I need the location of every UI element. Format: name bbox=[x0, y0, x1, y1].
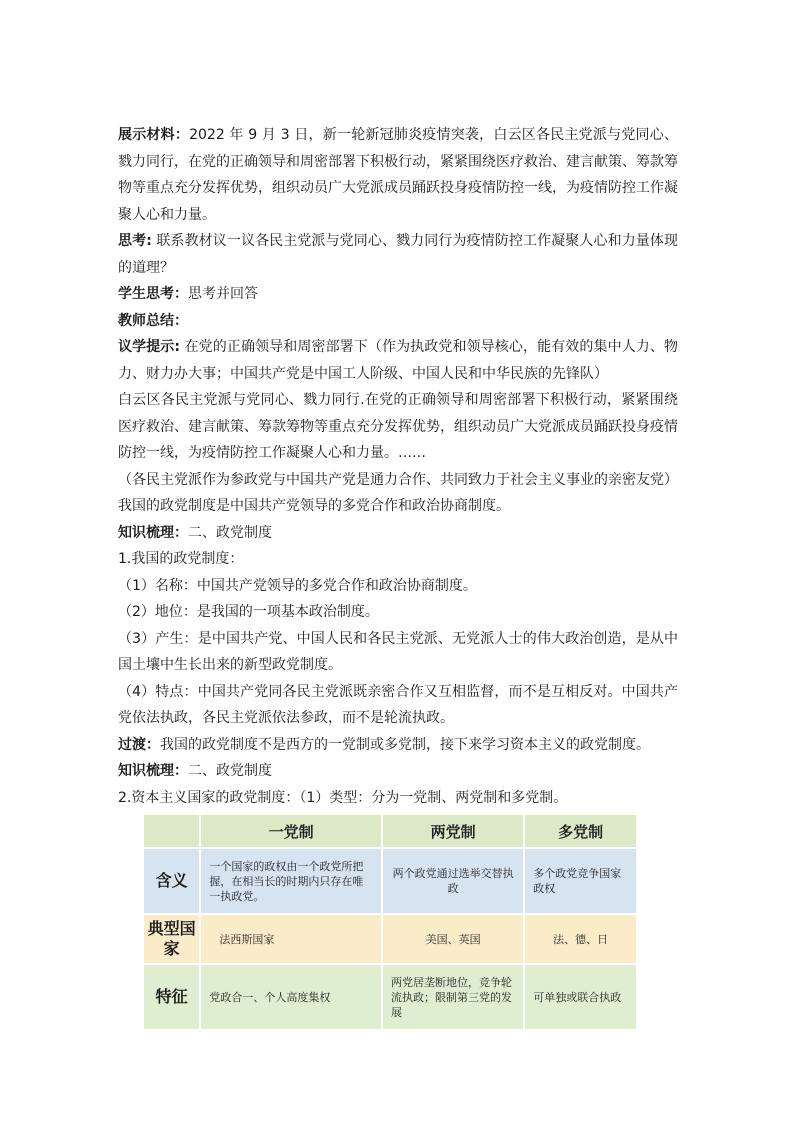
table-row bbox=[143, 848, 637, 914]
paragraph-text: 1.我国的政党制度： bbox=[118, 551, 244, 567]
list-item bbox=[118, 573, 678, 600]
table-row bbox=[143, 914, 637, 964]
table-header-cell bbox=[143, 814, 200, 848]
student-thinking bbox=[118, 281, 678, 308]
hint-paragraph bbox=[118, 387, 678, 467]
list-item bbox=[118, 599, 678, 626]
table-cell: 两党居垄断地位，竞争轮流执政；限制第三党的发展 bbox=[382, 964, 524, 1030]
paragraph-text: （4）特点：中国共产党同各民主党派既亲密合作又互相监督，而不是互相反对。中国共产党依法执政，各民主党派依法参政，而不是轮流执政。 bbox=[118, 683, 678, 726]
paragraph-text: 白云区各民主党派与党同心、戮力同行.在党的正确领导和周密部署下积极行动，紧紧围绕医疗救治、建言献策、筹款筹物等重点充分发挥优势，组织动员广大党派成员踊跃投身疫情防控一线，为疫情防控工作凝聚人心和力量。…… bbox=[118, 392, 678, 461]
paragraph-label: 知识梳理： bbox=[118, 524, 188, 541]
table-header-row bbox=[143, 814, 637, 848]
list-item bbox=[118, 626, 678, 679]
row-label: 特征 bbox=[143, 964, 200, 1030]
lesson-text bbox=[118, 122, 678, 811]
paragraph-text: 我国的政党制度不是西方的一党制或多党制，接下来学习资本主义的政党制度。 bbox=[160, 736, 650, 753]
paragraph-text: （3）产生：是中国共产党、中国人民和各民主党派、无党派人士的伟大政治创造，是从中国土壤中生长出来的新型政党制度。 bbox=[118, 630, 678, 673]
hint-paragraph bbox=[118, 493, 678, 520]
paragraph-text: 思考并回答 bbox=[188, 286, 258, 302]
table-header-cell: 两党制 bbox=[382, 814, 524, 848]
table-row bbox=[143, 964, 637, 1030]
material-paragraph bbox=[118, 122, 678, 228]
party-system-table bbox=[142, 813, 638, 1031]
list-heading bbox=[118, 546, 678, 573]
table-cell: 法西斯国家 bbox=[200, 914, 382, 964]
paragraph-text: 2022 年 9 月 3 日，新一轮新冠肺炎疫情突袭，白云区各民主党派与党同心、戮力同行，在党的正确领导和周密部署下积极行动，紧紧围绕医疗救治、建言献策、筹款筹物等重点充分发挥优势，组织动员广大党派成员踊跃投身疫情防控一线，为疫情防控工作凝聚人心和力量。 bbox=[118, 127, 678, 223]
table-cell: 可单独或联合执政 bbox=[524, 964, 637, 1030]
paragraph-text: （2）地位：是我国的一项基本政治制度。 bbox=[118, 604, 379, 620]
paragraph-text: 二、政党制度 bbox=[188, 763, 272, 779]
paragraph-label: 思考: bbox=[118, 233, 152, 249]
table-cell: 一个国家的政权由一个政党所把握，在相当长的时期内只存在唯一执政党。 bbox=[200, 848, 382, 914]
paragraph-text: （各民主党派作为参政党与中国共产党是通力合作、共同致力于社会主义事业的亲密友党） bbox=[118, 471, 678, 488]
table-cell: 法、德、日 bbox=[524, 914, 637, 964]
table-header-cell: 一党制 bbox=[200, 814, 382, 848]
paragraph-text: 二、政党制度 bbox=[188, 524, 272, 541]
paragraph-text: （1）名称：中国共产党领导的多党合作和政治协商制度。 bbox=[118, 577, 477, 594]
list-item bbox=[118, 679, 678, 732]
paragraph-label: 教师总结： bbox=[118, 312, 188, 329]
question-paragraph bbox=[118, 228, 678, 281]
table-cell: 党政合一、个人高度集权 bbox=[200, 964, 382, 1030]
table-cell: 两个政党通过选举交替执政 bbox=[382, 848, 524, 914]
table-cell: 美国、英国 bbox=[382, 914, 524, 964]
knowledge-heading bbox=[118, 758, 678, 785]
hint-paragraph bbox=[118, 467, 678, 494]
paragraph-text: 在党的正确领导和周密部署下（作为执政党和领导核心，能有效的集中人力、物力、财力办大事；中国共产党是中国工人阶级、中国人民和中华民族的先锋队） bbox=[118, 339, 678, 382]
paragraph-label: 展示材料： bbox=[118, 127, 190, 143]
teacher-summary bbox=[118, 308, 678, 335]
discussion-hint bbox=[118, 334, 678, 387]
paragraph-label: 议学提示: bbox=[118, 339, 181, 355]
paragraph-label: 过渡： bbox=[118, 736, 160, 753]
paragraph-text: 联系教材议一议各民主党派与党同心、戮力同行为疫情防控工作凝聚人心和力量体现的道理？ bbox=[118, 233, 678, 276]
paragraph-label: 学生思考： bbox=[118, 286, 188, 302]
paragraph-text: 2.资本主义国家的政党制度：（1）类型：分为一党制、两党制和多党制。 bbox=[118, 789, 568, 806]
table-cell: 多个政党竞争国家政权 bbox=[524, 848, 637, 914]
transition-paragraph bbox=[118, 732, 678, 759]
paragraph-text: 我国的政党制度是中国共产党领导的多党合作和政治协商制度。 bbox=[118, 498, 510, 514]
list-heading bbox=[118, 785, 678, 812]
table-header-cell: 多党制 bbox=[524, 814, 637, 848]
paragraph-label: 知识梳理： bbox=[118, 763, 188, 779]
row-label: 含义 bbox=[143, 848, 200, 914]
knowledge-heading bbox=[118, 520, 678, 547]
row-label: 典型国家 bbox=[143, 914, 200, 964]
